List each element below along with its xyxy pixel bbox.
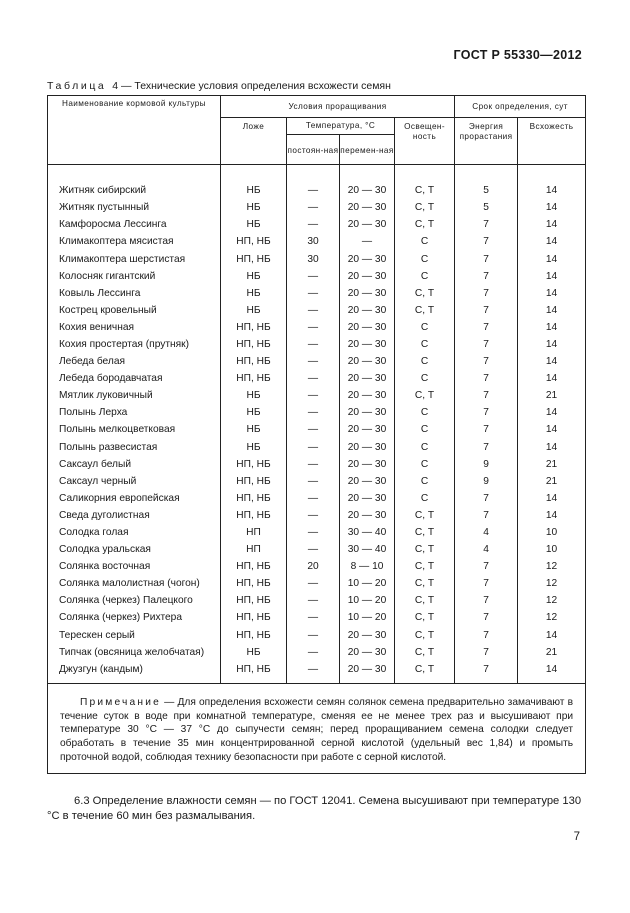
- cell-bed: НП, НБ: [221, 233, 287, 250]
- cell-bed: НБ: [221, 285, 287, 302]
- cell-temp-variable: 20 — 30: [340, 507, 395, 524]
- cell-germination: 21: [518, 387, 586, 404]
- cell-temp-variable: 20 — 30: [340, 456, 395, 473]
- cell-germination: 14: [518, 353, 586, 370]
- cell-energy: 5: [455, 199, 518, 216]
- germination-conditions-table: [47, 95, 586, 774]
- table-row: [48, 285, 586, 302]
- cell-germination: 14: [518, 182, 586, 199]
- cell-crop-name: Солянка (черкез) Палецкого: [48, 592, 221, 609]
- cell-temp-variable: 20 — 30: [340, 627, 395, 644]
- cell-crop-name: Кострец кровельный: [48, 302, 221, 319]
- cell-crop-name: Сведа дуголистная: [48, 507, 221, 524]
- header-conditions: Условия проращивания: [221, 96, 455, 118]
- cell-crop-name: Джузгун (кандым): [48, 661, 221, 678]
- cell-crop-name: Солодка уральская: [48, 541, 221, 558]
- cell-crop-name: Солянка восточная: [48, 558, 221, 575]
- cell-germination: 12: [518, 592, 586, 609]
- table-note: [48, 683, 586, 773]
- cell-crop-name: Ковыль Лессинга: [48, 285, 221, 302]
- table-row: [48, 233, 586, 250]
- cell-lighting: С, Т: [395, 216, 455, 233]
- cell-lighting: С, Т: [395, 541, 455, 558]
- cell-bed: НП, НБ: [221, 456, 287, 473]
- cell-lighting: С, Т: [395, 661, 455, 678]
- cell-lighting: С, Т: [395, 182, 455, 199]
- table-row: [48, 558, 586, 575]
- cell-germination: 14: [518, 404, 586, 421]
- cell-lighting: С: [395, 456, 455, 473]
- cell-germination: 14: [518, 490, 586, 507]
- cell-bed: НП, НБ: [221, 575, 287, 592]
- cell-energy: 7: [455, 592, 518, 609]
- cell-temp-variable: 20 — 30: [340, 199, 395, 216]
- cell-germination: 14: [518, 250, 586, 267]
- header-temp-constant: постоян-ная: [287, 135, 340, 165]
- table-row: [48, 216, 586, 233]
- cell-energy: 7: [455, 627, 518, 644]
- table-row: [48, 524, 586, 541]
- table-row: [48, 268, 586, 285]
- cell-energy: 5: [455, 182, 518, 199]
- table-row: [48, 421, 586, 438]
- cell-temp-constant: —: [287, 353, 340, 370]
- table-row: [48, 661, 586, 678]
- cell-energy: 7: [455, 439, 518, 456]
- cell-lighting: С, Т: [395, 199, 455, 216]
- cell-germination: 21: [518, 473, 586, 490]
- table-caption: [47, 80, 391, 92]
- cell-crop-name: Мятлик луковичный: [48, 387, 221, 404]
- table-row: [48, 336, 586, 353]
- table-row: [48, 473, 586, 490]
- cell-bed: НБ: [221, 199, 287, 216]
- cell-lighting: С: [395, 233, 455, 250]
- cell-temp-constant: —: [287, 216, 340, 233]
- cell-lighting: С, Т: [395, 644, 455, 661]
- cell-temp-variable: 8 — 10: [340, 558, 395, 575]
- cell-temp-variable: 10 — 20: [340, 592, 395, 609]
- table-row: [48, 541, 586, 558]
- table-row: [48, 319, 586, 336]
- cell-bed: НП, НБ: [221, 490, 287, 507]
- cell-bed: НП, НБ: [221, 353, 287, 370]
- cell-bed: НБ: [221, 302, 287, 319]
- cell-crop-name: Солянка малолистная (чогон): [48, 575, 221, 592]
- cell-crop-name: Саликорния европейская: [48, 490, 221, 507]
- cell-bed: НБ: [221, 439, 287, 456]
- table-caption-text: 4 — Технические условия определения всхожести семян: [112, 80, 391, 92]
- header-energy: Энергия прорастания: [455, 118, 518, 165]
- header-bed: Ложе: [221, 118, 287, 165]
- table-row: [48, 387, 586, 404]
- cell-lighting: С, Т: [395, 592, 455, 609]
- table-row: [48, 199, 586, 216]
- table-row: [48, 644, 586, 661]
- cell-lighting: С: [395, 404, 455, 421]
- cell-energy: 7: [455, 421, 518, 438]
- cell-energy: 4: [455, 524, 518, 541]
- cell-germination: 21: [518, 644, 586, 661]
- cell-energy: 7: [455, 216, 518, 233]
- cell-temp-variable: 20 — 30: [340, 182, 395, 199]
- cell-temp-constant: 30: [287, 233, 340, 250]
- standard-header: ГОСТ Р 55330—2012: [453, 48, 582, 62]
- table-row: [48, 370, 586, 387]
- cell-temp-constant: —: [287, 404, 340, 421]
- table-row: [48, 627, 586, 644]
- cell-crop-name: Житняк сибирский: [48, 182, 221, 199]
- cell-bed: НП, НБ: [221, 473, 287, 490]
- table-caption-word: Таблица: [47, 80, 107, 92]
- cell-temp-constant: —: [287, 490, 340, 507]
- cell-germination: 12: [518, 558, 586, 575]
- cell-energy: 7: [455, 336, 518, 353]
- cell-bed: НП, НБ: [221, 507, 287, 524]
- cell-temp-variable: 20 — 30: [340, 302, 395, 319]
- cell-germination: 14: [518, 421, 586, 438]
- cell-temp-variable: 30 — 40: [340, 541, 395, 558]
- cell-temp-constant: —: [287, 285, 340, 302]
- cell-crop-name: Кохия веничная: [48, 319, 221, 336]
- cell-energy: 7: [455, 370, 518, 387]
- cell-bed: НБ: [221, 404, 287, 421]
- cell-energy: 7: [455, 387, 518, 404]
- cell-temp-constant: —: [287, 182, 340, 199]
- cell-energy: 7: [455, 319, 518, 336]
- cell-energy: 7: [455, 609, 518, 626]
- header-terms: Срок определения, сут: [455, 96, 586, 118]
- cell-lighting: С, Т: [395, 558, 455, 575]
- cell-lighting: С, Т: [395, 575, 455, 592]
- cell-temp-constant: —: [287, 473, 340, 490]
- cell-temp-constant: 30: [287, 250, 340, 267]
- cell-bed: НП: [221, 524, 287, 541]
- cell-temp-constant: —: [287, 199, 340, 216]
- cell-temp-constant: —: [287, 627, 340, 644]
- cell-crop-name: Климакоптера мясистая: [48, 233, 221, 250]
- cell-temp-variable: 20 — 30: [340, 319, 395, 336]
- cell-crop-name: Солянка (черкез) Рихтера: [48, 609, 221, 626]
- table-row: [48, 404, 586, 421]
- cell-germination: 14: [518, 319, 586, 336]
- cell-temp-variable: 20 — 30: [340, 404, 395, 421]
- paragraph-text: 6.3 Определение влажности семян — по ГОСТ 12041. Семена высушивают при температуре 130 °С в течение 60 мин без размалывания.: [47, 795, 582, 822]
- cell-energy: 7: [455, 268, 518, 285]
- cell-temp-variable: 20 — 30: [340, 353, 395, 370]
- cell-temp-constant: —: [287, 541, 340, 558]
- cell-bed: НБ: [221, 216, 287, 233]
- cell-temp-constant: —: [287, 439, 340, 456]
- table-row: [48, 439, 586, 456]
- header-temp-variable: перемен-ная: [340, 135, 395, 165]
- cell-lighting: С, Т: [395, 524, 455, 541]
- table-row: [48, 609, 586, 626]
- cell-germination: 14: [518, 627, 586, 644]
- cell-bed: НП, НБ: [221, 250, 287, 267]
- cell-lighting: С: [395, 439, 455, 456]
- cell-temp-variable: 20 — 30: [340, 661, 395, 678]
- cell-germination: 14: [518, 439, 586, 456]
- cell-temp-variable: 20 — 30: [340, 387, 395, 404]
- cell-temp-variable: 20 — 30: [340, 250, 395, 267]
- cell-crop-name: Полынь Лерха: [48, 404, 221, 421]
- cell-temp-variable: 20 — 30: [340, 336, 395, 353]
- cell-germination: 14: [518, 285, 586, 302]
- cell-temp-variable: 20 — 30: [340, 473, 395, 490]
- cell-temp-constant: —: [287, 609, 340, 626]
- cell-bed: НП, НБ: [221, 609, 287, 626]
- cell-lighting: С, Т: [395, 507, 455, 524]
- table-row: [48, 182, 586, 199]
- cell-temp-variable: 30 — 40: [340, 524, 395, 541]
- cell-energy: 7: [455, 353, 518, 370]
- cell-germination: 14: [518, 199, 586, 216]
- cell-bed: НП, НБ: [221, 592, 287, 609]
- table-row: [48, 353, 586, 370]
- section-paragraph: [47, 794, 587, 824]
- cell-germination: 14: [518, 268, 586, 285]
- cell-temp-constant: —: [287, 524, 340, 541]
- cell-crop-name: Полынь мелкоцветковая: [48, 421, 221, 438]
- cell-germination: 14: [518, 507, 586, 524]
- cell-crop-name: Камфоросма Лессинга: [48, 216, 221, 233]
- cell-crop-name: Кохия простертая (прутняк): [48, 336, 221, 353]
- cell-bed: НБ: [221, 182, 287, 199]
- cell-germination: 12: [518, 609, 586, 626]
- cell-lighting: С, Т: [395, 609, 455, 626]
- cell-bed: НП, НБ: [221, 336, 287, 353]
- cell-lighting: С: [395, 370, 455, 387]
- cell-temp-constant: —: [287, 319, 340, 336]
- cell-temp-variable: 20 — 30: [340, 268, 395, 285]
- cell-germination: 14: [518, 302, 586, 319]
- cell-lighting: С: [395, 268, 455, 285]
- cell-bed: НП: [221, 541, 287, 558]
- cell-crop-name: Саксаул белый: [48, 456, 221, 473]
- cell-lighting: С: [395, 421, 455, 438]
- cell-bed: НП, НБ: [221, 319, 287, 336]
- cell-crop-name: Лебеда белая: [48, 353, 221, 370]
- cell-germination: 14: [518, 661, 586, 678]
- table-row: [48, 456, 586, 473]
- cell-temp-constant: —: [287, 592, 340, 609]
- cell-temp-variable: 10 — 20: [340, 575, 395, 592]
- header-germination: Всхожесть: [518, 118, 586, 165]
- cell-energy: 7: [455, 644, 518, 661]
- cell-germination: 10: [518, 541, 586, 558]
- cell-crop-name: Климакоптера шерстистая: [48, 250, 221, 267]
- cell-lighting: С, Т: [395, 387, 455, 404]
- cell-temp-variable: 20 — 30: [340, 439, 395, 456]
- cell-crop-name: Солодка голая: [48, 524, 221, 541]
- cell-energy: 7: [455, 661, 518, 678]
- cell-temp-variable: 10 — 20: [340, 609, 395, 626]
- cell-temp-constant: —: [287, 575, 340, 592]
- cell-energy: 7: [455, 233, 518, 250]
- cell-germination: 14: [518, 336, 586, 353]
- cell-temp-constant: —: [287, 268, 340, 285]
- cell-temp-variable: 20 — 30: [340, 370, 395, 387]
- table-row: [48, 575, 586, 592]
- cell-temp-variable: 20 — 30: [340, 490, 395, 507]
- cell-lighting: С: [395, 336, 455, 353]
- cell-crop-name: Лебеда бородавчатая: [48, 370, 221, 387]
- cell-energy: 7: [455, 285, 518, 302]
- cell-temp-constant: —: [287, 421, 340, 438]
- cell-germination: 10: [518, 524, 586, 541]
- cell-temp-variable: 20 — 30: [340, 421, 395, 438]
- note-text: — Для определения всхожести семян солянок семена предварительно замачивают в течение суток в воде при комнатной температуре, сменяя ее не менее трех раз и высушивают при температуре 30 °С — 37 °С до сыпучести семян; перед проращиванием семена солодки следует обработать в течение 35 мин концентрированной серной кислотой (удельный вес 1,84) и промыть проточной водой, соблюдая технику безопасности при работе с серной кислотой.: [60, 696, 574, 763]
- cell-bed: НП, НБ: [221, 370, 287, 387]
- cell-energy: 7: [455, 558, 518, 575]
- cell-germination: 14: [518, 370, 586, 387]
- page-number: 7: [573, 831, 580, 843]
- cell-crop-name: Полынь развесистая: [48, 439, 221, 456]
- table-body: [48, 165, 586, 684]
- cell-energy: 7: [455, 302, 518, 319]
- cell-energy: 7: [455, 490, 518, 507]
- cell-crop-name: Колосняк гигантский: [48, 268, 221, 285]
- cell-temp-constant: 20: [287, 558, 340, 575]
- cell-temp-constant: —: [287, 370, 340, 387]
- cell-temp-constant: —: [287, 507, 340, 524]
- cell-germination: 12: [518, 575, 586, 592]
- cell-energy: 4: [455, 541, 518, 558]
- cell-energy: 7: [455, 250, 518, 267]
- cell-bed: НП, НБ: [221, 627, 287, 644]
- cell-lighting: С, Т: [395, 285, 455, 302]
- header-crop-name: Наименование кормовой культуры: [48, 96, 221, 165]
- table-row: [48, 507, 586, 524]
- cell-temp-constant: —: [287, 387, 340, 404]
- cell-temp-constant: —: [287, 644, 340, 661]
- table-row: [48, 250, 586, 267]
- cell-crop-name: Терескен серый: [48, 627, 221, 644]
- cell-lighting: С: [395, 250, 455, 267]
- cell-temp-variable: 20 — 30: [340, 285, 395, 302]
- cell-temp-variable: 20 — 30: [340, 644, 395, 661]
- cell-temp-constant: —: [287, 336, 340, 353]
- cell-energy: 7: [455, 575, 518, 592]
- cell-bed: НБ: [221, 387, 287, 404]
- cell-lighting: С, Т: [395, 627, 455, 644]
- cell-germination: 14: [518, 216, 586, 233]
- cell-energy: 9: [455, 473, 518, 490]
- cell-temp-variable: 20 — 30: [340, 216, 395, 233]
- table-row: [48, 592, 586, 609]
- table-row: [48, 302, 586, 319]
- cell-lighting: С: [395, 353, 455, 370]
- cell-bed: НП, НБ: [221, 558, 287, 575]
- header-lighting: Освещен-ность: [395, 118, 455, 165]
- cell-lighting: С: [395, 319, 455, 336]
- table-row: [48, 490, 586, 507]
- note-label: Примечание: [80, 696, 161, 708]
- cell-germination: 14: [518, 233, 586, 250]
- cell-germination: 21: [518, 456, 586, 473]
- cell-crop-name: Житняк пустынный: [48, 199, 221, 216]
- cell-energy: 9: [455, 456, 518, 473]
- cell-lighting: С, Т: [395, 302, 455, 319]
- cell-temp-constant: —: [287, 456, 340, 473]
- cell-energy: 7: [455, 507, 518, 524]
- cell-bed: НБ: [221, 421, 287, 438]
- cell-lighting: С: [395, 473, 455, 490]
- cell-temp-constant: —: [287, 302, 340, 319]
- cell-crop-name: Саксаул черный: [48, 473, 221, 490]
- cell-energy: 7: [455, 404, 518, 421]
- cell-bed: НБ: [221, 644, 287, 661]
- header-temperature: Температура, °С: [287, 118, 395, 135]
- cell-lighting: С: [395, 490, 455, 507]
- cell-temp-variable: —: [340, 233, 395, 250]
- cell-bed: НБ: [221, 268, 287, 285]
- cell-bed: НП, НБ: [221, 661, 287, 678]
- cell-crop-name: Типчак (овсяница желобчатая): [48, 644, 221, 661]
- cell-temp-constant: —: [287, 661, 340, 678]
